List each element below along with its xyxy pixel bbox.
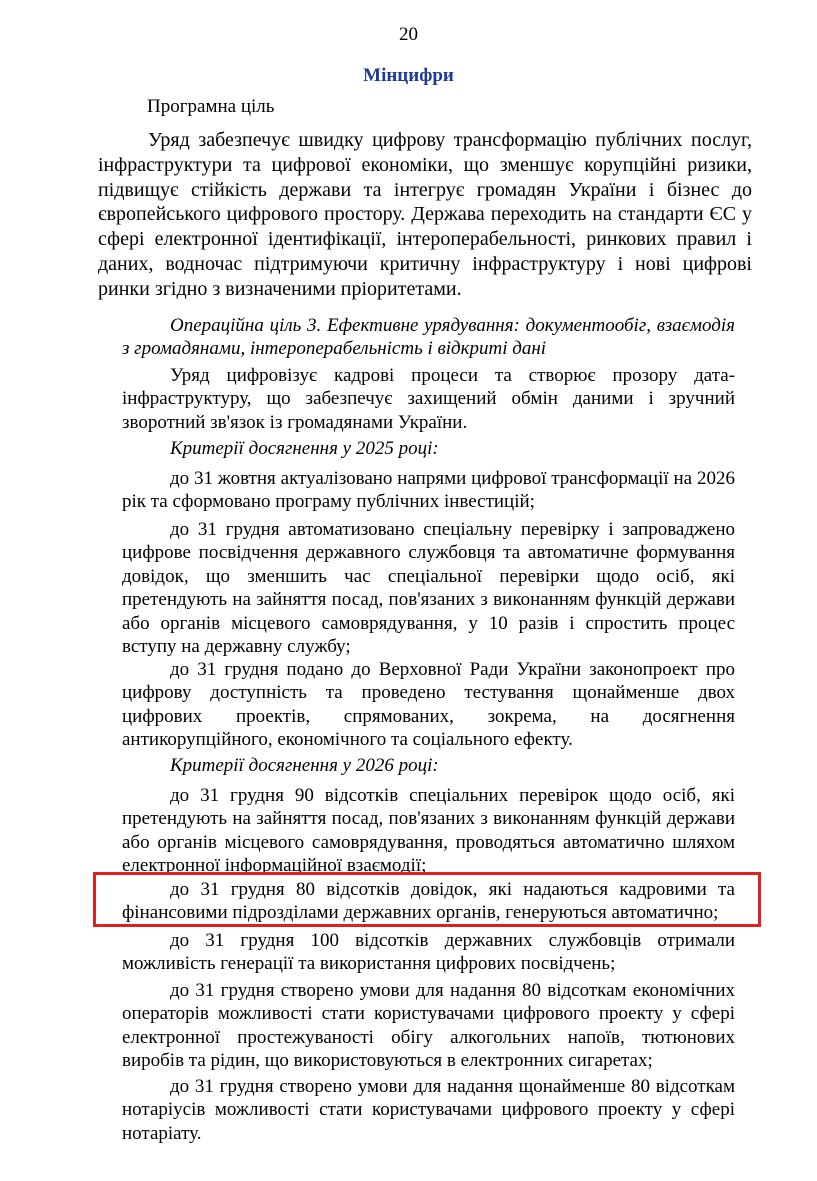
criteria-2026-item: до 31 грудня 100 відсотків державних службовців отримали можливість генерації та використання цифрових посвідчень; [122,930,735,975]
operational-goal-text: Уряд цифровізує кадрові процеси та створює прозору дата-інфраструктуру, що забезпечує захищений обмін даними і зручний зворотний зв'язок із громадянами України. [122,365,735,433]
criteria-2025-item: до 31 жовтня актуалізовано напрями цифрової трансформації на 2026 рік та сформовано програму публічних інвестицій; [122,468,735,513]
criteria-2026-item: до 31 грудня створено умови для надання щонайменше 80 відсоткам нотаріусів можливості стати користувачами цифрового проекту у сфері нотаріату. [122,1076,735,1144]
criteria-2026-label: Критерії досягнення у 2026 році: [170,755,439,776]
program-goal-text: Уряд забезпечує швидку цифрову трансформацію публічних послуг, інфраструктури та цифрової економіки, що зменшує корупційні ризики, підвищує стійкість держави та інтегрує громадян України і бізнес до європейського цифрового простору. Держава переходить на стандарти ЄС у сфері електронної ідентифікації, інтероперабельності, ринкових правил і даних, водночас підтримуючи критичну інфраструктуру і нові цифрові ринки згідно з визначеними пріоритетами. [98,129,752,300]
criteria-2026-item: до 31 грудня 90 відсотків спеціальних перевірок щодо осіб, які претендують на зайняття посад, пов'язаних з виконанням функцій держави або органів місцевого самоврядування, проводяться автоматично шляхом електронної інформаційної взаємодії; [122,785,735,877]
page-number: 20 [399,24,418,45]
ministry-heading: Мінцифри [363,65,454,86]
program-goal-label: Програмна ціль [147,96,275,117]
criteria-2025-item: до 31 грудня подано до Верховної Ради України законопроект про цифрову доступність та проведено тестування щонайменше двох цифрових проектів, спрямованих, зокрема, на досягнення антикорупційного, економічного та соціального ефекту. [122,659,735,751]
criteria-2025-label: Критерії досягнення у 2025 році: [170,438,439,459]
highlight-box [93,872,761,927]
criteria-2026-item-highlighted: до 31 грудня 80 відсотків довідок, які надаються кадровими та фінансовими підрозділами державних органів, генеруються автоматично; [122,879,735,924]
operational-goal-title: Операційна ціль 3. Ефективне урядування: документообіг, взаємодія з громадянами, інтероперабельність і відкриті дані [122,315,735,360]
criteria-2025-item: до 31 грудня автоматизовано спеціальну перевірку і запроваджено цифрове посвідчення державного службовця та автоматичне формування довідок, що зменшить час спеціальної перевірки щодо осіб, які претендують на зайняття посад, пов'язаних з виконанням функцій держави або органів місцевого самоврядування, у 10 разів і спростить процес вступу на державну службу; [122,519,735,658]
criteria-2026-item: до 31 грудня створено умови для надання 80 відсоткам економічних операторів можливості стати користувачами цифрового проекту у сфері електронної простежуваності обігу алкогольних напоїв, тютюнових виробів та рідин, що використовуються в електронних сигаретах; [122,980,735,1072]
